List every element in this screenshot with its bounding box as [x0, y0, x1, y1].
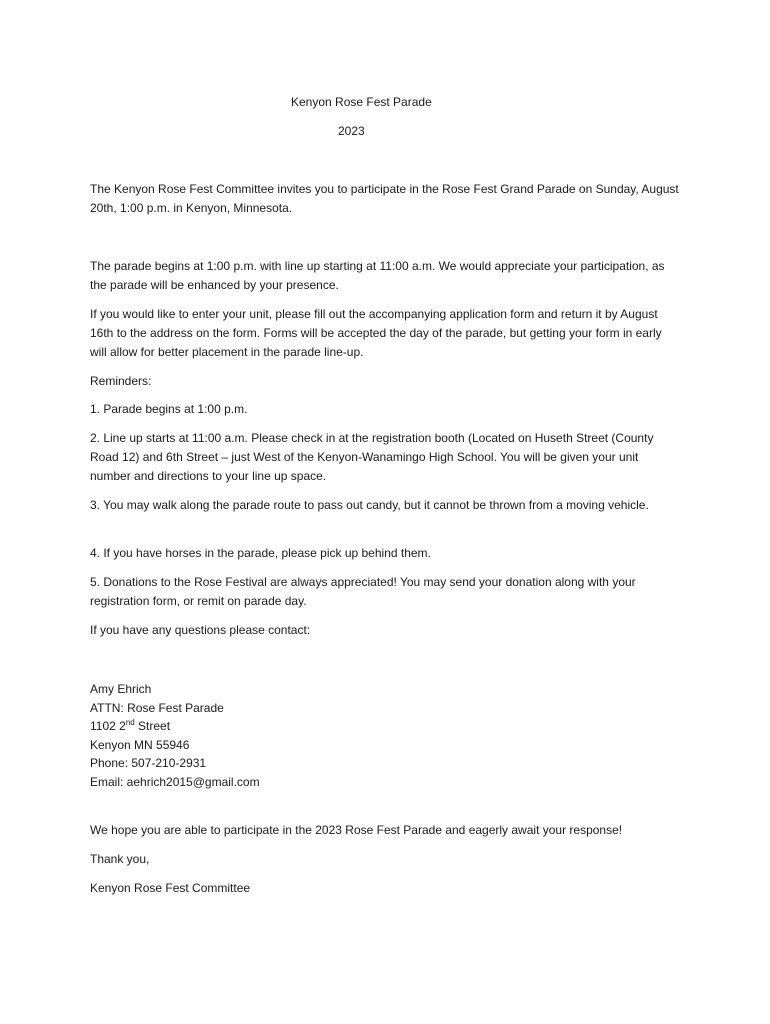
document-title: Kenyon Rose Fest Parade [291, 95, 432, 109]
questions-line: If you have any questions please contact: [90, 623, 311, 637]
reminder-item-5: 5. Donations to the Rose Festival are always appreciated! You may send your donation along with your registration form, or remit on parade day. [90, 575, 636, 608]
contact-street-suffix: nd [125, 718, 135, 728]
reminder-item-2: 2. Line up starts at 11:00 a.m. Please check in at the registration booth (Located on Huseth Street (County Road 12) and 6th Street – just West of the Kenyon-Wanamingo High School. You will be given your unit number and directions to your line up space. [90, 431, 654, 483]
contact-name: Amy Ehrich [90, 682, 152, 696]
invitation-paragraph: The Kenyon Rose Fest Committee invites you to participate in the Rose Fest Grand Parade on Sunday, August 20th, 1:00 p.m. in Kenyon, Minnesota. [90, 182, 679, 215]
reminder-item-1: 1. Parade begins at 1:00 p.m. [90, 402, 248, 416]
signature-line: Kenyon Rose Fest Committee [90, 881, 251, 895]
contact-street [90, 717, 490, 736]
thanks-line: Thank you, [90, 852, 150, 866]
contact-street-name: Street [134, 719, 171, 734]
contact-phone: Phone: 507-210-2931 [90, 756, 207, 771]
reminders-heading: Reminders: [90, 374, 152, 388]
reminder-item-3: 3. You may walk along the parade route to pass out candy, but it cannot be thrown from a moving vehicle. [90, 498, 649, 512]
closing-paragraph: We hope you are able to participate in the 2023 Rose Fest Parade and eagerly await your response! [90, 823, 623, 837]
parade-begins-paragraph: The parade begins at 1:00 p.m. with line up starting at 11:00 a.m. We would appreciate your participation, as the parade will be enhanced by your presence. [90, 259, 665, 292]
document-year: 2023 [338, 124, 365, 138]
reminder-item-4: 4. If you have horses in the parade, please pick up behind them. [90, 546, 431, 560]
contact-street-number: 1102 2 [90, 719, 126, 734]
contact-attn: ATTN: Rose Fest Parade [90, 700, 224, 715]
contact-email: Email: aehrich2015@gmail.com [90, 774, 260, 789]
enter-unit-paragraph: If you would like to enter your unit, please fill out the accompanying application form and return it by August 16th to the address on the form. Forms will be accepted the day of the parade, but getting your form in early will allow for better placement in the parade line-up. [90, 307, 662, 359]
contact-address-block [90, 680, 490, 792]
contact-city: Kenyon MN 55946 [90, 737, 190, 752]
